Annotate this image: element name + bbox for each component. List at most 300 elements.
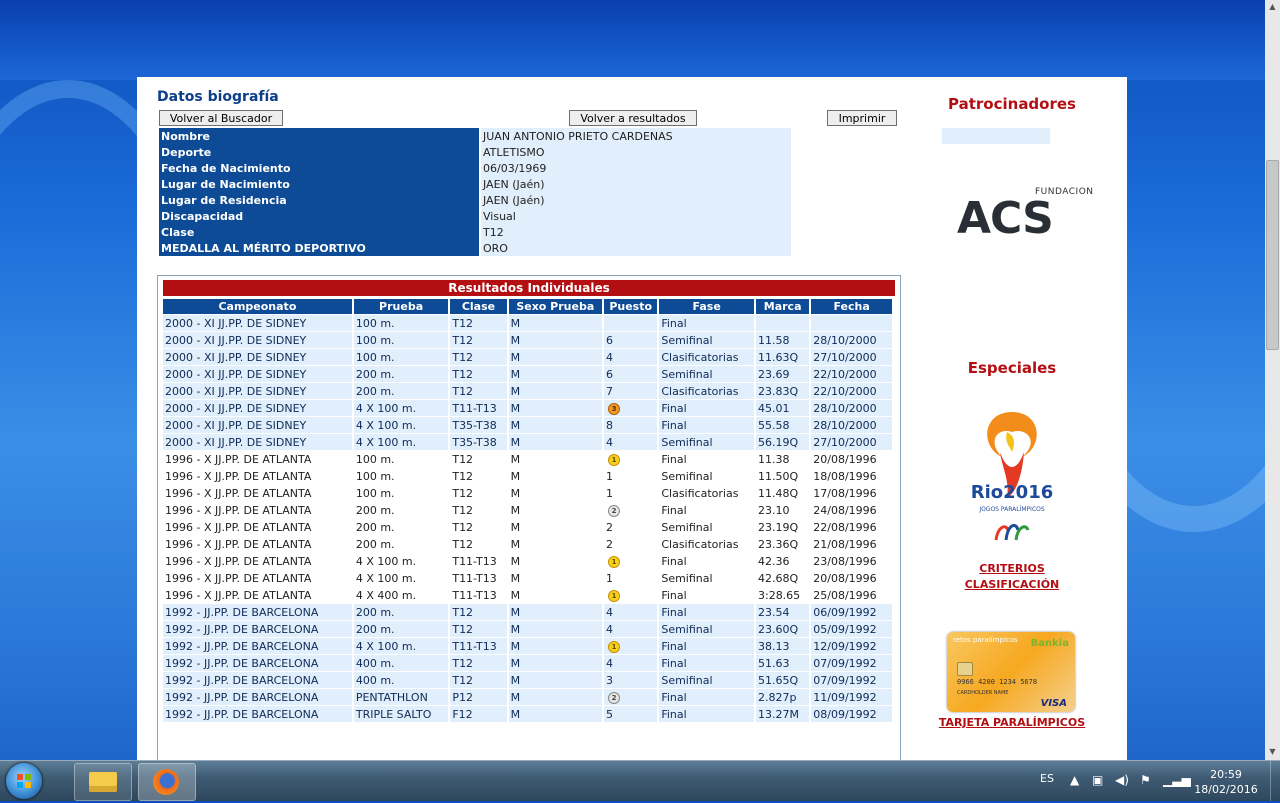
table-row: [163, 383, 892, 399]
card-holder: CARDHOLDER NAME: [957, 690, 1009, 696]
cell-campeonato: 1996 - X JJ.PP. DE ATLANTA: [163, 485, 352, 501]
column-header[interactable]: Puesto: [604, 299, 657, 314]
cell-prueba: 4 X 100 m.: [354, 638, 449, 654]
gold-medal-icon: 1: [608, 590, 620, 602]
cell-marca: 11.63Q: [756, 349, 809, 365]
cell-prueba: 4 X 100 m.: [354, 417, 449, 433]
cell-clase: T11-T13: [450, 570, 506, 586]
action-center-flag-icon[interactable]: ⚑: [1140, 773, 1151, 787]
table-row: [163, 485, 892, 501]
bio-row: [159, 224, 895, 240]
cell-puesto: 5: [604, 706, 657, 722]
windows-logo-icon: [6, 763, 42, 799]
cell-sexo: M: [509, 689, 602, 705]
bio-value: ATLETISMO: [481, 144, 791, 160]
cell-clase: T12: [450, 451, 506, 467]
cell-clase: T12: [450, 655, 506, 671]
cell-marca: 23.60Q: [756, 621, 809, 637]
cell-sexo: M: [509, 570, 602, 586]
acs-logo-small-text: FUNDACION: [1035, 187, 1094, 197]
back-to-search-button[interactable]: Volver al Buscador: [159, 110, 283, 126]
cell-fecha: 25/08/1996: [811, 587, 892, 603]
bio-table: [157, 128, 897, 256]
print-button[interactable]: Imprimir: [827, 110, 897, 126]
cell-sexo: M: [509, 315, 602, 331]
card-chip-icon: [957, 662, 973, 676]
back-to-results-button[interactable]: Volver a resultados: [569, 110, 697, 126]
bio-value: JAEN (Jaén): [481, 176, 791, 192]
card-top-text: retos paralímpicos: [953, 636, 1018, 644]
cell-marca: 42.36: [756, 553, 809, 569]
table-row: [163, 655, 892, 671]
cell-fecha: 18/08/1996: [811, 468, 892, 484]
cell-fecha: 28/10/2000: [811, 332, 892, 348]
cell-clase: T12: [450, 485, 506, 501]
card-bank-text: Bankia: [1030, 638, 1069, 649]
cell-campeonato: 2000 - XI JJ.PP. DE SIDNEY: [163, 366, 352, 382]
cell-puesto: 4: [604, 434, 657, 450]
cell-marca: 23.54: [756, 604, 809, 620]
start-button[interactable]: [6, 763, 42, 799]
cell-prueba: 4 X 100 m.: [354, 553, 449, 569]
cell-fase: Clasificatorias: [659, 383, 754, 399]
cell-clase: T35-T38: [450, 434, 506, 450]
cell-sexo: M: [509, 468, 602, 484]
table-row: [163, 502, 892, 518]
bio-label: Discapacidad: [159, 208, 479, 224]
cell-fase: Semifinal: [659, 672, 754, 688]
cell-clase: F12: [450, 706, 506, 722]
cell-campeonato: 1996 - X JJ.PP. DE ATLANTA: [163, 587, 352, 603]
bio-row: [159, 192, 895, 208]
folder-icon: [89, 772, 117, 792]
cell-campeonato: 1992 - JJ.PP. DE BARCELONA: [163, 672, 352, 688]
cell-prueba: 100 m.: [354, 332, 449, 348]
cell-fase: Semifinal: [659, 519, 754, 535]
cell-clase: T12: [450, 621, 506, 637]
table-row: [163, 366, 892, 382]
bio-row: [159, 176, 895, 192]
cell-clase: T11-T13: [450, 553, 506, 569]
bio-value: JUAN ANTONIO PRIETO CARDENAS: [481, 128, 791, 144]
cell-sexo: M: [509, 621, 602, 637]
wallpaper-top: [0, 0, 1265, 80]
cell-sexo: M: [509, 638, 602, 654]
cell-fecha: 12/09/1992: [811, 638, 892, 654]
tray-network-icon[interactable]: ▣: [1092, 773, 1104, 787]
cell-marca: 51.63: [756, 655, 809, 671]
silver-medal-icon: 2: [608, 505, 620, 517]
gold-medal-icon: 1: [608, 641, 620, 653]
cell-prueba: 200 m.: [354, 519, 449, 535]
cell-campeonato: 1992 - JJ.PP. DE BARCELONA: [163, 689, 352, 705]
table-row: [163, 434, 892, 450]
bio-label: Deporte: [159, 144, 479, 160]
cell-fase: Final: [659, 553, 754, 569]
sponsors-title: Patrocinadores: [948, 95, 1076, 113]
table-row: [163, 417, 892, 433]
cell-prueba: 100 m.: [354, 485, 449, 501]
cell-prueba: PENTATHLON: [354, 689, 449, 705]
bio-label: Clase: [159, 224, 479, 240]
cell-marca: 55.58: [756, 417, 809, 433]
cell-fecha: 23/08/1996: [811, 553, 892, 569]
gold-medal-icon: 1: [608, 556, 620, 568]
table-row: [163, 689, 892, 705]
cell-clase: T12: [450, 672, 506, 688]
cell-campeonato: 2000 - XI JJ.PP. DE SIDNEY: [163, 383, 352, 399]
cell-sexo: M: [509, 366, 602, 382]
table-row: [163, 536, 892, 552]
cell-sexo: M: [509, 706, 602, 722]
cell-puesto: 3: [604, 672, 657, 688]
cell-puesto: [604, 553, 657, 569]
rio2016-text: Rio2016: [970, 482, 1054, 503]
cell-clase: T12: [450, 604, 506, 620]
cell-puesto: [604, 502, 657, 518]
table-row: [163, 315, 892, 331]
column-header[interactable]: Marca: [756, 299, 809, 314]
cell-fase: Final: [659, 706, 754, 722]
cell-clase: T12: [450, 536, 506, 552]
cell-marca: 11.48Q: [756, 485, 809, 501]
cell-sexo: M: [509, 451, 602, 467]
cell-fase: Final: [659, 638, 754, 654]
bio-value: ORO: [481, 240, 791, 256]
cell-fase: Final: [659, 502, 754, 518]
rio2016-logo[interactable]: [962, 402, 1062, 552]
bio-label: Lugar de Residencia: [159, 192, 479, 208]
column-header[interactable]: Prueba: [354, 299, 449, 314]
firefox-icon: [153, 769, 179, 795]
column-header[interactable]: Clase: [450, 299, 506, 314]
cell-sexo: M: [509, 672, 602, 688]
cell-prueba: TRIPLE SALTO: [354, 706, 449, 722]
cell-puesto: 2: [604, 536, 657, 552]
cell-clase: T12: [450, 468, 506, 484]
cell-fecha: 20/08/1996: [811, 451, 892, 467]
cell-fecha: 22/10/2000: [811, 366, 892, 382]
cell-sexo: M: [509, 655, 602, 671]
cell-campeonato: 1992 - JJ.PP. DE BARCELONA: [163, 604, 352, 620]
table-row: [163, 706, 892, 722]
cell-prueba: 200 m.: [354, 621, 449, 637]
cell-puesto: [604, 587, 657, 603]
cell-sexo: M: [509, 383, 602, 399]
table-row: [163, 672, 892, 688]
clock-date: 18/02/2016: [1194, 783, 1258, 796]
cell-marca: 11.50Q: [756, 468, 809, 484]
cell-fecha: 28/10/2000: [811, 400, 892, 416]
cell-prueba: 4 X 100 m.: [354, 434, 449, 450]
cell-clase: T12: [450, 315, 506, 331]
cell-clase: T11-T13: [450, 587, 506, 603]
cell-marca: 23.69: [756, 366, 809, 382]
paralympic-card-image[interactable]: [947, 632, 1075, 712]
cell-fase: Semifinal: [659, 468, 754, 484]
cell-fecha: 22/08/1996: [811, 519, 892, 535]
cell-sexo: M: [509, 417, 602, 433]
cell-marca: 2.827p: [756, 689, 809, 705]
cell-prueba: 200 m.: [354, 502, 449, 518]
criteria-link-line2[interactable]: CLASIFICACIÓN: [964, 578, 1060, 591]
cell-campeonato: 1996 - X JJ.PP. DE ATLANTA: [163, 468, 352, 484]
cell-fecha: 27/10/2000: [811, 434, 892, 450]
cell-marca: 3:28.65: [756, 587, 809, 603]
cell-marca: 11.38: [756, 451, 809, 467]
cell-clase: T11-T13: [450, 638, 506, 654]
table-row: [163, 553, 892, 569]
gold-medal-icon: 1: [608, 454, 620, 466]
vertical-scrollbar[interactable]: [1265, 0, 1280, 760]
cell-clase: T12: [450, 332, 506, 348]
bronze-medal-icon: 3: [608, 403, 620, 415]
taskbar-firefox-button[interactable]: [138, 763, 196, 801]
cell-puesto: [604, 638, 657, 654]
cell-puesto: [604, 689, 657, 705]
cell-marca: [756, 315, 809, 331]
page-title: Datos biografía: [157, 89, 279, 105]
bio-label: MEDALLA AL MÉRITO DEPORTIVO: [159, 240, 479, 256]
cell-fase: Semifinal: [659, 621, 754, 637]
cell-campeonato: 1996 - X JJ.PP. DE ATLANTA: [163, 519, 352, 535]
language-indicator[interactable]: ES: [1040, 772, 1054, 785]
cell-campeonato: 2000 - XI JJ.PP. DE SIDNEY: [163, 400, 352, 416]
cell-sexo: M: [509, 587, 602, 603]
bio-side-cell: [942, 128, 1050, 144]
cell-fecha: 07/09/1992: [811, 672, 892, 688]
bio-row: [159, 128, 895, 144]
results-title: Resultados Individuales: [163, 280, 895, 296]
cell-campeonato: 1992 - JJ.PP. DE BARCELONA: [163, 706, 352, 722]
bio-value: 06/03/1969: [481, 160, 791, 176]
cell-prueba: 200 m.: [354, 366, 449, 382]
cell-marca: 13.27M: [756, 706, 809, 722]
cell-prueba: 100 m.: [354, 315, 449, 331]
cell-fecha: 06/09/1992: [811, 604, 892, 620]
cell-campeonato: 1996 - X JJ.PP. DE ATLANTA: [163, 553, 352, 569]
cell-fase: Semifinal: [659, 332, 754, 348]
cell-sexo: M: [509, 332, 602, 348]
acs-logo-text: ACS: [957, 193, 1053, 244]
card-number: 0966 4200 1234 5678: [957, 678, 1038, 686]
cell-puesto: [604, 451, 657, 467]
tray-expand-icon[interactable]: ▲: [1070, 773, 1080, 787]
bio-row: [159, 160, 895, 176]
cell-fase: Clasificatorias: [659, 485, 754, 501]
cell-clase: T12: [450, 502, 506, 518]
cell-sexo: M: [509, 400, 602, 416]
cell-sexo: M: [509, 553, 602, 569]
cell-fase: Final: [659, 451, 754, 467]
cell-puesto: 6: [604, 366, 657, 382]
cell-sexo: M: [509, 485, 602, 501]
cell-prueba: 100 m.: [354, 451, 449, 467]
cell-clase: T12: [450, 366, 506, 382]
cell-fase: Semifinal: [659, 434, 754, 450]
cell-fase: Final: [659, 655, 754, 671]
cell-fecha: 20/08/1996: [811, 570, 892, 586]
cell-marca: 23.19Q: [756, 519, 809, 535]
table-row: [163, 349, 892, 365]
results-table: [161, 298, 894, 723]
bio-label: Nombre: [159, 128, 479, 144]
bio-row: [159, 208, 895, 224]
cell-puesto: 4: [604, 621, 657, 637]
cell-marca: 45.01: [756, 400, 809, 416]
paralympic-agitos-icon: [992, 520, 1032, 544]
bio-value: JAEN (Jaén): [481, 192, 791, 208]
cell-puesto: 6: [604, 332, 657, 348]
cell-fecha: [811, 315, 892, 331]
cell-fase: Final: [659, 315, 754, 331]
cell-fecha: 27/10/2000: [811, 349, 892, 365]
show-desktop-button[interactable]: [1270, 761, 1280, 801]
cell-clase: T12: [450, 383, 506, 399]
cell-prueba: 200 m.: [354, 383, 449, 399]
cell-puesto: 7: [604, 383, 657, 399]
volume-icon[interactable]: ◀): [1115, 773, 1129, 787]
table-row: [163, 604, 892, 620]
cell-campeonato: 1992 - JJ.PP. DE BARCELONA: [163, 621, 352, 637]
table-row: [163, 638, 892, 654]
silver-medal-icon: 2: [608, 692, 620, 704]
bio-row: [159, 240, 895, 256]
rio2016-subtitle: JOGOS PARALÍMPICOS: [979, 506, 1045, 513]
cell-puesto: 4: [604, 604, 657, 620]
cell-sexo: M: [509, 434, 602, 450]
cell-fecha: 17/08/1996: [811, 485, 892, 501]
cell-fase: Final: [659, 689, 754, 705]
cell-marca: 42.68Q: [756, 570, 809, 586]
cell-campeonato: 1992 - JJ.PP. DE BARCELONA: [163, 638, 352, 654]
scroll-up-icon[interactable]: ▲: [1269, 2, 1276, 11]
cell-clase: T12: [450, 349, 506, 365]
cell-puesto: 4: [604, 655, 657, 671]
cell-prueba: 4 X 100 m.: [354, 570, 449, 586]
card-link[interactable]: TARJETA PARALÍMPICOS: [938, 716, 1086, 729]
cell-fase: Final: [659, 587, 754, 603]
signal-icon[interactable]: ▁▃▅: [1163, 773, 1191, 787]
cell-marca: 23.10: [756, 502, 809, 518]
cell-prueba: 100 m.: [354, 468, 449, 484]
scrollbar-thumb[interactable]: [1266, 160, 1279, 350]
cell-fecha: 05/09/1992: [811, 621, 892, 637]
cell-fecha: 22/10/2000: [811, 383, 892, 399]
cell-fase: Final: [659, 400, 754, 416]
cell-fase: Clasificatorias: [659, 536, 754, 552]
cell-fase: Semifinal: [659, 570, 754, 586]
cell-marca: 56.19Q: [756, 434, 809, 450]
cell-puesto: 1: [604, 468, 657, 484]
cell-fase: Final: [659, 604, 754, 620]
cell-fecha: 07/09/1992: [811, 655, 892, 671]
cell-marca: 11.58: [756, 332, 809, 348]
cell-sexo: M: [509, 604, 602, 620]
cell-campeonato: 1996 - X JJ.PP. DE ATLANTA: [163, 570, 352, 586]
cell-campeonato: 2000 - XI JJ.PP. DE SIDNEY: [163, 315, 352, 331]
cell-campeonato: 2000 - XI JJ.PP. DE SIDNEY: [163, 349, 352, 365]
cell-fecha: 24/08/1996: [811, 502, 892, 518]
cell-sexo: M: [509, 519, 602, 535]
column-header[interactable]: Fecha: [811, 299, 892, 314]
table-row: [163, 587, 892, 603]
cell-puesto: [604, 400, 657, 416]
column-header[interactable]: Sexo Prueba: [509, 299, 602, 314]
cell-prueba: 200 m.: [354, 604, 449, 620]
cell-prueba: 100 m.: [354, 349, 449, 365]
cell-clase: T12: [450, 519, 506, 535]
bio-label: Fecha de Nacimiento: [159, 160, 479, 176]
cell-campeonato: 2000 - XI JJ.PP. DE SIDNEY: [163, 332, 352, 348]
criteria-link-line1[interactable]: CRITERIOS: [979, 562, 1045, 575]
scroll-down-icon[interactable]: ▼: [1269, 747, 1276, 756]
column-header[interactable]: Campeonato: [163, 299, 352, 314]
cell-clase: P12: [450, 689, 506, 705]
cell-marca: 23.83Q: [756, 383, 809, 399]
cell-puesto: 2: [604, 519, 657, 535]
cell-campeonato: 2000 - XI JJ.PP. DE SIDNEY: [163, 417, 352, 433]
content-page: [137, 77, 1127, 760]
results-panel: [157, 275, 901, 760]
cell-campeonato: 1996 - X JJ.PP. DE ATLANTA: [163, 502, 352, 518]
cell-marca: 51.65Q: [756, 672, 809, 688]
cell-fecha: 28/10/2000: [811, 417, 892, 433]
clock-time: 20:59: [1210, 768, 1242, 781]
cell-campeonato: 1992 - JJ.PP. DE BARCELONA: [163, 655, 352, 671]
taskbar-explorer-button[interactable]: [74, 763, 132, 801]
cell-fase: Clasificatorias: [659, 349, 754, 365]
bio-value: Visual: [481, 208, 791, 224]
table-row: [163, 332, 892, 348]
cell-marca: 23.36Q: [756, 536, 809, 552]
table-row: [163, 468, 892, 484]
cell-marca: 38.13: [756, 638, 809, 654]
cell-fecha: 11/09/1992: [811, 689, 892, 705]
cell-puesto: 8: [604, 417, 657, 433]
fundacion-acs-logo[interactable]: [957, 187, 1094, 247]
cell-prueba: 4 X 400 m.: [354, 587, 449, 603]
cell-prueba: 400 m.: [354, 672, 449, 688]
taskbar: [0, 760, 1280, 801]
table-row: [163, 451, 892, 467]
system-clock[interactable]: [1190, 767, 1262, 797]
cell-fecha: 21/08/1996: [811, 536, 892, 552]
table-row: [163, 570, 892, 586]
table-row: [163, 621, 892, 637]
specials-title: Especiales: [967, 359, 1057, 377]
cell-clase: T11-T13: [450, 400, 506, 416]
cell-campeonato: 1996 - X JJ.PP. DE ATLANTA: [163, 536, 352, 552]
cell-prueba: 4 X 100 m.: [354, 400, 449, 416]
card-visa-text: VISA: [1040, 698, 1067, 709]
cell-sexo: M: [509, 349, 602, 365]
cell-campeonato: 1996 - X JJ.PP. DE ATLANTA: [163, 451, 352, 467]
cell-prueba: 200 m.: [354, 536, 449, 552]
table-row: [163, 519, 892, 535]
cell-campeonato: 2000 - XI JJ.PP. DE SIDNEY: [163, 434, 352, 450]
cell-sexo: M: [509, 502, 602, 518]
cell-fase: Final: [659, 417, 754, 433]
bio-label: Lugar de Nacimiento: [159, 176, 479, 192]
cell-fecha: 08/09/1992: [811, 706, 892, 722]
column-header[interactable]: Fase: [659, 299, 754, 314]
cell-puesto: [604, 315, 657, 331]
cell-clase: T35-T38: [450, 417, 506, 433]
cell-puesto: 1: [604, 570, 657, 586]
cell-puesto: 1: [604, 485, 657, 501]
bio-row: [159, 144, 895, 160]
